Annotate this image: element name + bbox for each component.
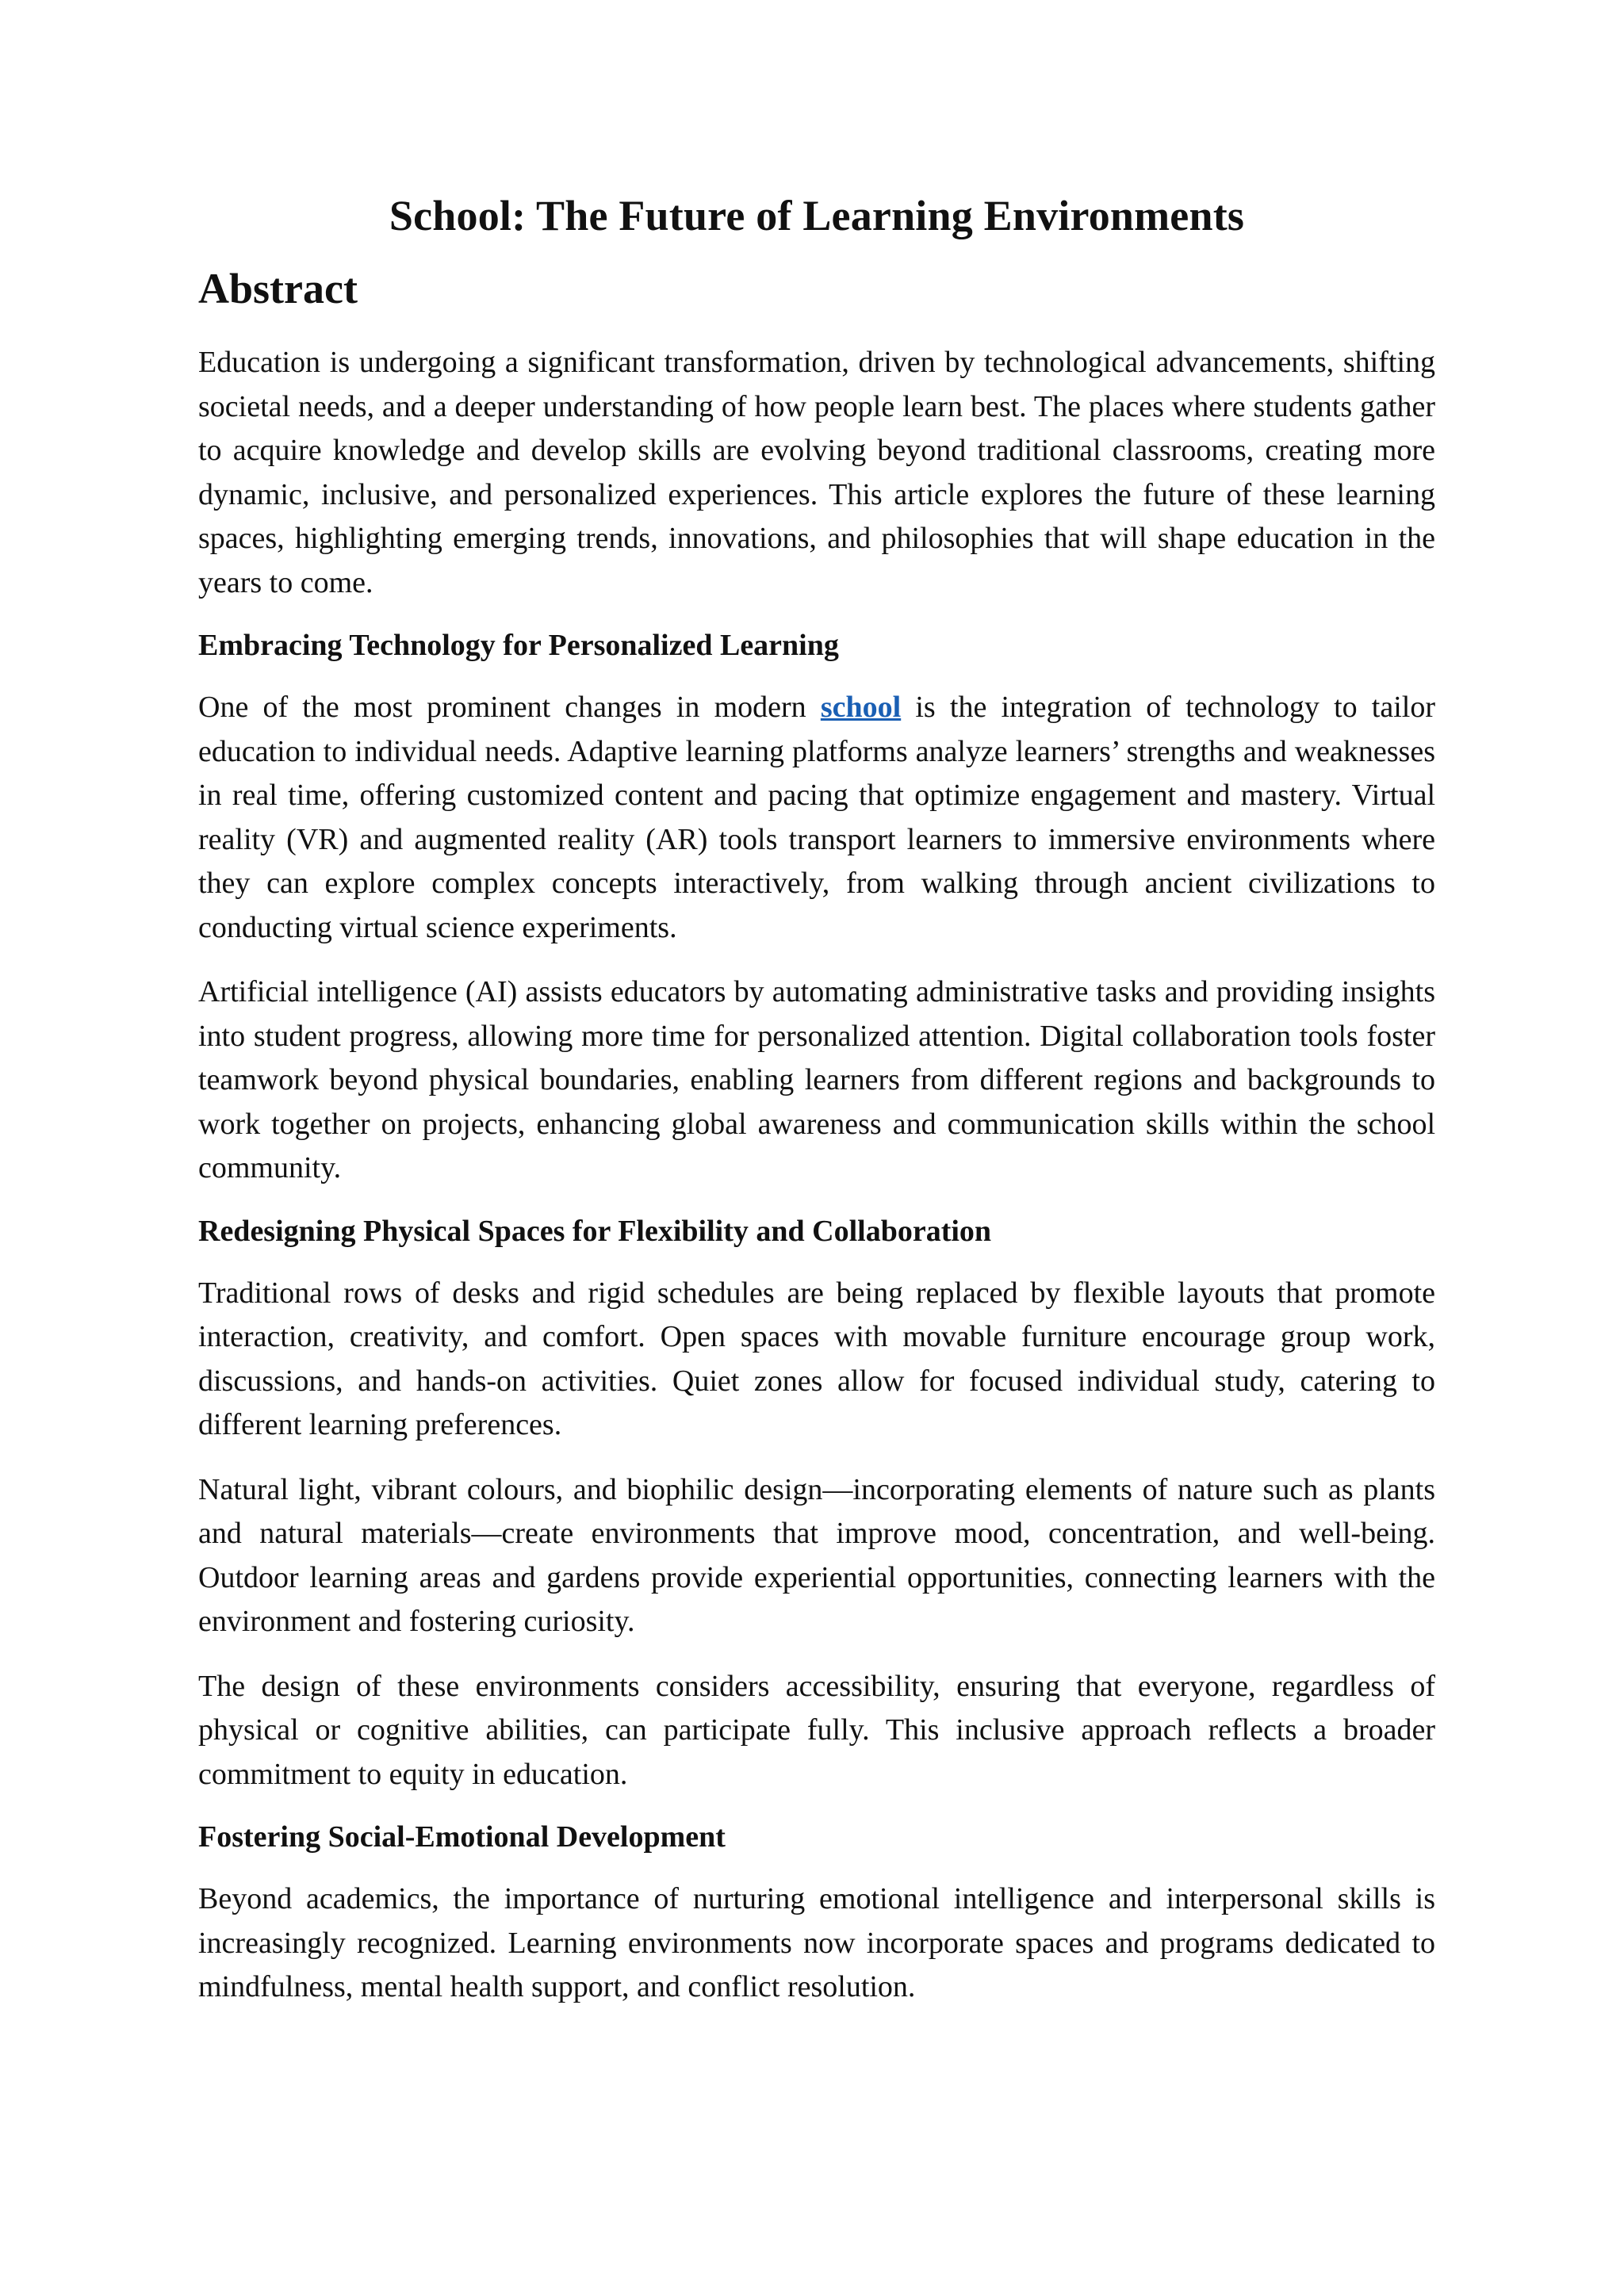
technology-paragraph-1 [198, 686, 1435, 950]
section-heading-technology: Embracing Technology for Personalized Learning [198, 629, 839, 663]
technology-paragraph-1-after-link: is the integration of technology to tailor education to individual needs. Adaptive learning platforms analyze learners’ strengths and weaknesses in real time, offering customized content and pacing that optimize engagement and mastery. Virtual reality (VR) and augmented reality (AR) tools transport learners to immersive environments where they can explore complex concepts interactively, from walking through ancient civilizations to conducting virtual science experiments. [198, 691, 1436, 944]
section-heading-physical-spaces: Redesigning Physical Spaces for Flexibility and Collaboration [198, 1214, 992, 1248]
physical-spaces-paragraph-2: Natural light, vibrant colours, and biophilic design—incorporating elements of nature such as plants and natural materials—create environments that improve mood, concentration, and well-being. Outdoor learning areas and gardens provide experiential opportunities, connecting learners with the environment and fostering curiosity. [198, 1472, 1435, 1639]
technology-paragraph-1-before-link: One of the most prominent changes in modern [198, 691, 821, 725]
abstract-heading: Abstract [198, 264, 358, 312]
technology-paragraph-2: Artificial intelligence (AI) assists educators by automating administrative tasks and providing insights into student progress, allowing more time for personalized attention. Digital collaboration tools foster teamwork beyond physical boundaries, enabling learners from different regions and backgrounds to work together on projects, enhancing global awareness and communication skills within the school community. [198, 975, 1435, 1185]
document-page [198, 190, 1435, 2030]
physical-spaces-paragraph-3: The design of these environments considers accessibility, ensuring that everyone, regardless of physical or cognitive abilities, can participate fully. This inclusive approach reflects a broader commitment to equity in education. [198, 1669, 1435, 1791]
school-link[interactable]: school [820, 691, 902, 725]
page-title: School: The Future of Learning Environments [389, 192, 1245, 239]
section-heading-social-emotional: Fostering Social-Emotional Development [198, 1820, 726, 1854]
abstract-paragraph: Education is undergoing a significant transformation, driven by technological advancements, shifting societal needs, and a deeper understanding of how people learn best. The places where students gather to acquire knowledge and develop skills are evolving beyond traditional classrooms, creating more dynamic, inclusive, and personalized experiences. This article explores the future of these learning spaces, highlighting emerging trends, innovations, and philosophies that will shape education in the years to come. [198, 346, 1435, 599]
physical-spaces-paragraph-1: Traditional rows of desks and rigid schedules are being replaced by flexible layouts that promote interaction, creativity, and comfort. Open spaces with movable furniture encourage group work, discussions, and hands-on activities. Quiet zones allow for focused individual study, catering to different learning preferences. [198, 1276, 1435, 1442]
social-emotional-paragraph-1: Beyond academics, the importance of nurturing emotional intelligence and interpersonal skills is increasingly recognized. Learning environments now incorporate spaces and programs dedicated to mindfulness, mental health support, and conflict resolution. [198, 1882, 1435, 2004]
